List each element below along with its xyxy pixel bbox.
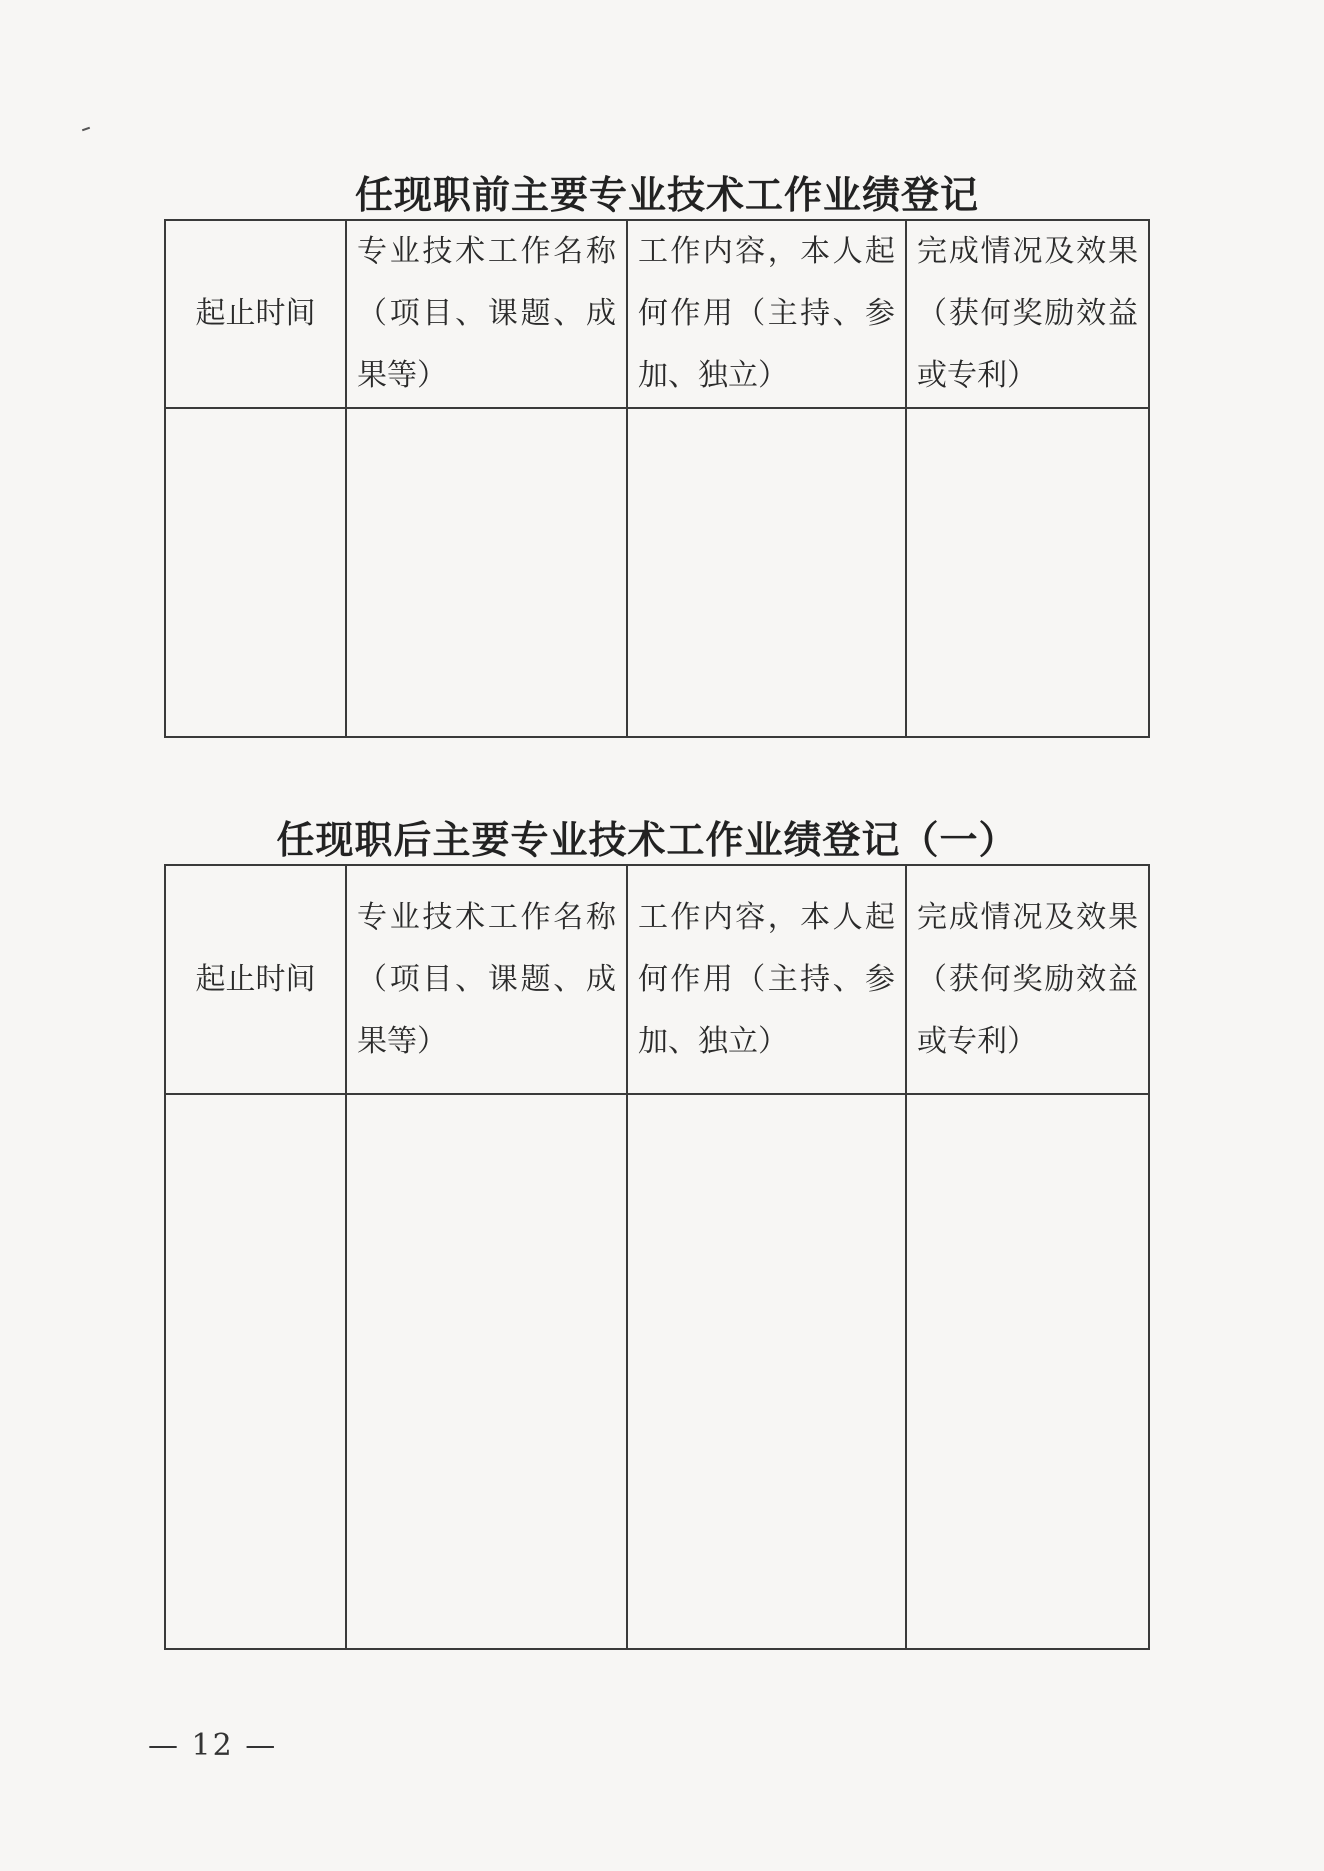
table2-header-result: 完成情况及效果（获何奖励效益或专利）	[906, 865, 1149, 1094]
table1-header-time: 起止时间	[165, 220, 346, 408]
table2-cell-name[interactable]	[346, 1094, 627, 1649]
table1-cell-result[interactable]	[906, 408, 1149, 737]
table2-cell-content[interactable]	[627, 1094, 906, 1649]
table1-title: 任现职前主要专业技术工作业绩登记	[354, 173, 979, 217]
table2-header-name: 专业技术工作名称（项目、课题、成果等）	[346, 865, 627, 1094]
table2-header-content: 工作内容，本人起何作用（主持、参加、独立）	[627, 865, 906, 1094]
table2-header-row	[165, 865, 1149, 1094]
table1-entry-row	[165, 408, 1149, 737]
table2-cell-result[interactable]	[906, 1094, 1149, 1649]
table1-cell-content[interactable]	[627, 408, 906, 737]
table1-prior-achievements	[164, 219, 1150, 738]
table2-header-time: 起止时间	[165, 865, 346, 1094]
table1-header-result: 完成情况及效果（获何奖励效益或专利）	[906, 220, 1149, 408]
table2-current-achievements	[164, 864, 1150, 1650]
table1-header-row	[165, 220, 1149, 408]
table2-entry-row	[165, 1094, 1149, 1649]
table1-header-content: 工作内容，本人起何作用（主持、参加、独立）	[627, 220, 906, 408]
table2-title: 任现职后主要专业技术工作业绩登记（一）	[276, 818, 1018, 862]
scan-speck	[82, 127, 90, 132]
table2-cell-time[interactable]	[165, 1094, 346, 1649]
table1-header-name: 专业技术工作名称（项目、课题、成果等）	[346, 220, 627, 408]
page-number: — 12 —	[148, 1728, 278, 1763]
table1-cell-name[interactable]	[346, 408, 627, 737]
table1-cell-time[interactable]	[165, 408, 346, 737]
